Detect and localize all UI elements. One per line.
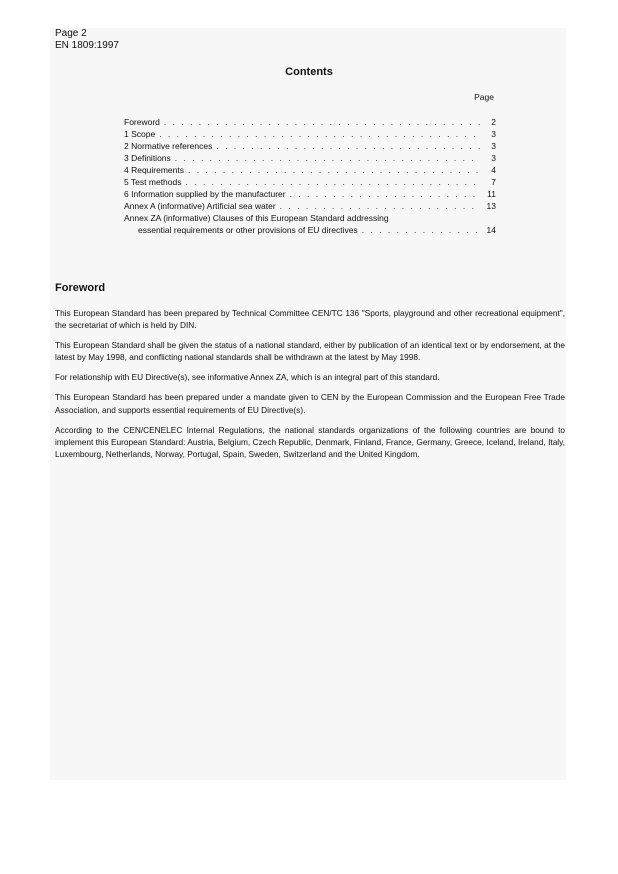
toc-entry-page: 3 <box>491 153 496 163</box>
page-column-label: Page <box>474 92 494 102</box>
toc-leader-dots <box>290 188 480 200</box>
toc-entry-page: 3 <box>491 141 496 151</box>
toc-leader-dots <box>280 200 480 212</box>
foreword-heading: Foreword <box>55 282 106 294</box>
toc-entry-label: Annex A (informative) Artificial sea water <box>124 201 276 211</box>
page-header <box>55 28 119 52</box>
toc-entry-page: 11 <box>487 189 496 199</box>
contents-title: Contents <box>285 66 333 78</box>
toc-entry-page: 3 <box>491 129 496 139</box>
foreword-paragraph: For relationship with EU Directive(s), see informative Annex ZA, which is an integral part of this standard. <box>55 372 440 383</box>
toc-entry-annex-za-heading[interactable] <box>124 212 496 224</box>
foreword-paragraph: This European Standard has been prepared by Technical Committee CEN/TC 136 "Sports, playground and other recreational equipment", the secretariat of which is held by DIN. <box>55 308 565 331</box>
toc-leader-dots <box>188 164 480 176</box>
toc-entry[interactable] <box>124 188 496 200</box>
toc-entry[interactable] <box>124 164 496 176</box>
toc-entry-page: 13 <box>486 201 496 211</box>
toc-entry[interactable] <box>124 116 496 128</box>
foreword-body <box>55 307 565 468</box>
toc-entry-label: 2 Normative references <box>124 141 213 151</box>
table-of-contents <box>124 116 496 236</box>
toc-entry-label: 5 Test methods <box>124 177 182 187</box>
toc-entry-label: 4 Requirements <box>124 165 185 175</box>
toc-entry-page: 2 <box>491 117 496 127</box>
foreword-paragraph: This European Standard shall be given the status of a national standard, either by publication of an identical text or by endorsement, at the latest by May 1998, and conflicting national standards shall be withdrawn at the latest by May 1998. <box>55 340 565 363</box>
toc-entry-page: 14 <box>486 225 496 235</box>
toc-entry[interactable] <box>124 128 496 140</box>
toc-entry-label: 1 Scope <box>124 129 156 139</box>
toc-leader-dots <box>362 224 480 236</box>
toc-entry-annex-za-continuation[interactable] <box>124 224 496 236</box>
toc-leader-dots <box>164 116 480 128</box>
toc-entry[interactable] <box>124 140 496 152</box>
toc-entry-label: Annex ZA (informative) Clauses of this European Standard addressing <box>124 213 389 223</box>
toc-entry-label: 3 Definitions <box>124 153 171 163</box>
toc-leader-dots <box>186 176 481 188</box>
toc-entry[interactable] <box>124 152 496 164</box>
toc-leader-dots <box>175 152 480 164</box>
toc-entry-page: 4 <box>491 165 496 175</box>
toc-entry[interactable] <box>124 200 496 212</box>
standard-number: EN 1809:1997 <box>55 40 119 51</box>
toc-entry-label: 6 Information supplied by the manufacturer <box>124 189 286 199</box>
foreword-paragraph: According to the CEN/CENELEC Internal Regulations, the national standards organizations of the following countries are bound to implement this European Standard: Austria, Belgium, Czech Republic, Denmark, Finland, France, Germany, Greece, Iceland, Ireland, Italy, Luxembourg, Netherlands, Norway, Portugal, Spain, Sweden, Switzerland and the United Kingdom. <box>55 424 565 459</box>
foreword-paragraph: This European Standard has been prepared under a mandate given to CEN by the European Commission and the European Free Trade Association, and supports essential requirements of EU Directive(s). <box>55 392 565 415</box>
toc-entry-page: 7 <box>491 177 496 187</box>
toc-entry-label: Foreword <box>124 117 160 127</box>
page-number: Page 2 <box>55 28 87 39</box>
toc-entry-label: essential requirements or other provisions of EU directives <box>138 225 358 235</box>
toc-leader-dots <box>216 140 480 152</box>
toc-entry[interactable] <box>124 176 496 188</box>
toc-leader-dots <box>159 128 480 140</box>
